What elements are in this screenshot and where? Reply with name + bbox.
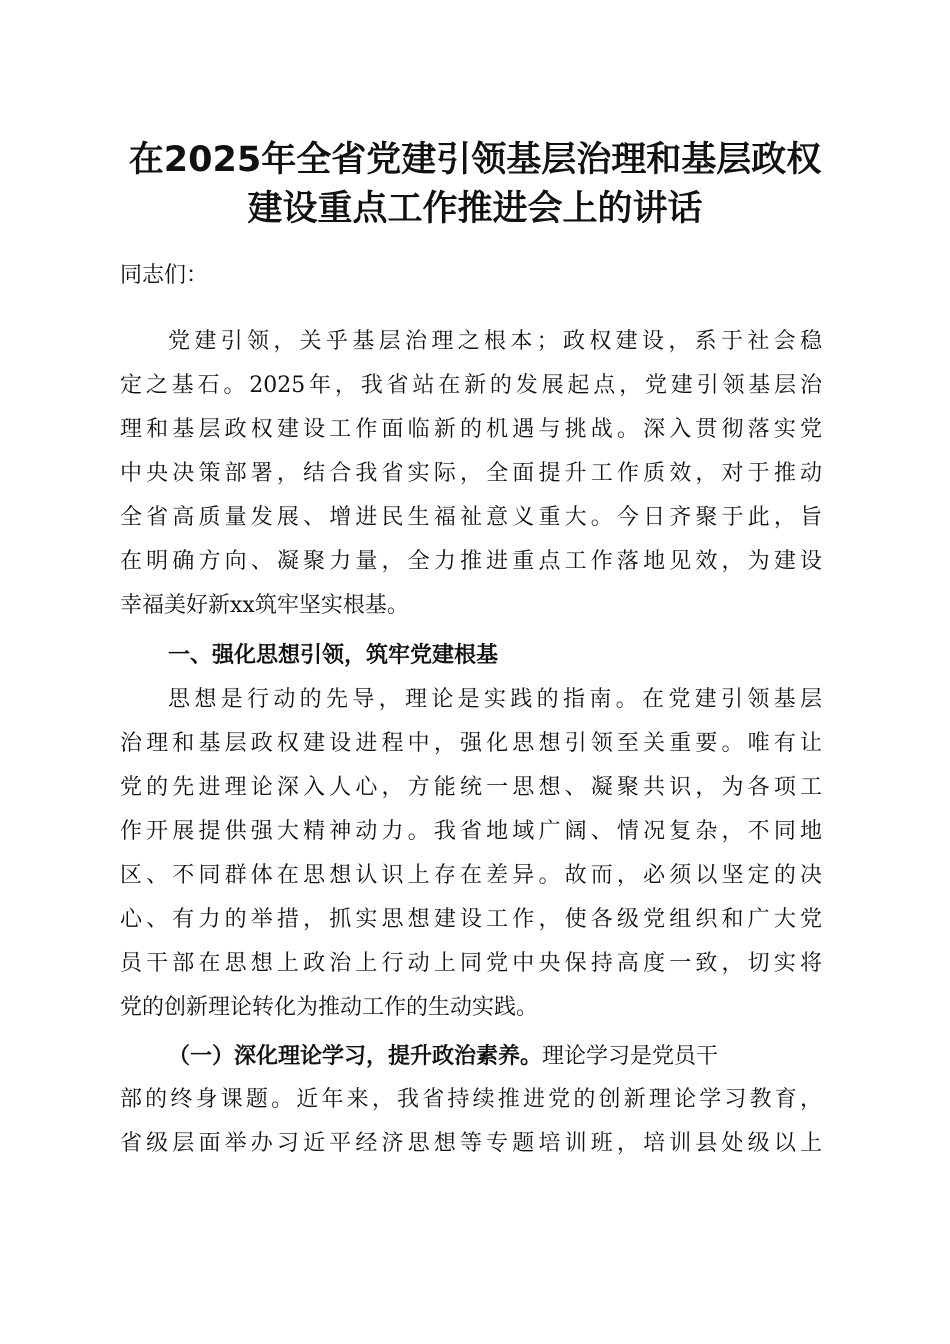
document-title-line-2: 建设重点工作推进会上的讲话 — [247, 189, 703, 229]
subsection-1-line-3: 省级层面举办习近平经济思想等专题培训班，培训县处级以上 — [120, 1131, 822, 1156]
section-1-line-1: 思想是行动的先导，理论是实践的指南。在党建引领基层 — [168, 687, 822, 712]
intro-line-1: 党建引领，关乎基层治理之根本；政权建设，系于社会稳 — [168, 329, 822, 354]
section-1-heading: 一、强化思想引领，筑牢党建根基 — [168, 643, 499, 668]
subsection-1-line-2: 部的终身课题。近年来，我省持续推进党的创新理论学习教育， — [120, 1087, 822, 1112]
subsection-1-line-1 — [168, 1034, 822, 1079]
intro-line-4: 中央决策部署，结合我省实际，全面提升工作质效，对于推动 — [120, 461, 822, 486]
intro-line-2: 定之基石。2025年，我省站在新的发展起点，党建引领基层治 — [120, 373, 822, 398]
intro-line-6: 在明确方向、凝聚力量，全力推进重点工作落地见效，为建设 — [120, 549, 822, 574]
section-1-line-7: 员干部在思想上政治上行动上同党中央保持高度一致，切实将 — [120, 951, 822, 976]
section-1-line-5: 区、不同群体在思想认识上存在差异。故而，必须以坚定的决 — [120, 863, 822, 888]
section-1-line-4: 作开展提供强大精神动力。我省地域广阔、情况复杂，不同地 — [120, 819, 822, 844]
intro-line-7: 幸福美好新xx筑牢坚实根基。 — [120, 593, 409, 618]
section-1-line-2: 治理和基层政权建设进程中，强化思想引领至关重要。唯有让 — [120, 731, 822, 756]
subsection-1-heading: （一）深化理论学习，提升政治素养。 — [168, 1043, 543, 1069]
intro-line-3: 理和基层政权建设工作面临新的机遇与挑战。深入贯彻落实党 — [120, 417, 822, 442]
section-1-line-8: 党的创新理论转化为推动工作的生动实践。 — [120, 995, 539, 1020]
document-title-line-1: 在2025年全省党建引领基层治理和基层政权 — [128, 140, 822, 180]
section-1-line-6: 心、有力的举措，抓实思想建设工作，使各级党组织和广大党 — [120, 907, 822, 932]
salutation: 同志们： — [120, 263, 209, 288]
subsection-1-lead-text: 理论学习是党员干 — [542, 1044, 719, 1069]
intro-line-5: 全省高质量发展、增进民生福祉意义重大。今日齐聚于此，旨 — [120, 505, 822, 530]
section-1-line-3: 党的先进理论深入人心，方能统一思想、凝聚共识，为各项工 — [120, 775, 822, 800]
